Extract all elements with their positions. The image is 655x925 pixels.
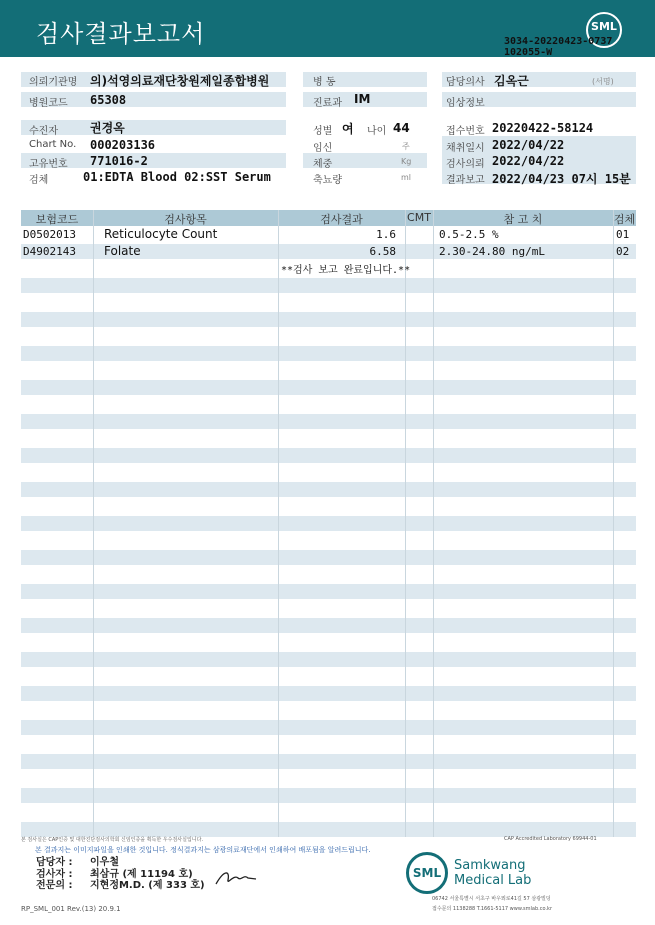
weight-unit: Kg — [401, 157, 412, 166]
image-print-notice: 본 결과지는 이미지파일을 인쇄한 것입니다. 정식결과지는 삼광의료재단에서 인쇄하여 배포됨을 알려드립니다. — [35, 846, 371, 854]
lab-contact: 접수문의 1138288 T.1661-5117 www.smlab.co.kr — [432, 906, 553, 912]
doctor-value: 김옥근 — [494, 74, 529, 88]
column-divider — [613, 210, 614, 837]
collect-label: 채취일시 — [446, 143, 485, 154]
request-label: 검사의뢰 — [446, 159, 485, 170]
urine-label: 축뇨량 — [313, 175, 342, 186]
department-value: IM — [354, 92, 371, 106]
department-label: 진료과 — [313, 98, 342, 109]
column-header-insurance-code: 보험코드 — [35, 213, 79, 226]
age-label: 나이 — [367, 126, 387, 137]
column-divider — [405, 210, 406, 837]
column-divider — [278, 210, 279, 837]
row-2-specimen: 02 — [616, 245, 630, 258]
table-row-stripe — [21, 686, 636, 701]
document-number-line-2: 102055-W — [504, 47, 553, 58]
doctor-sign-label: (서명) — [592, 77, 614, 86]
table-row-stripe — [21, 652, 636, 667]
institution-value: 의)석영의료재단창원제일종합병원 — [90, 74, 270, 88]
column-header-test-item: 검사항목 — [164, 213, 207, 226]
lab-name-line-2: Medical Lab — [454, 873, 532, 888]
specialist-value: 지현정M.D. (제 333 호) — [90, 880, 205, 891]
tester-label: 검사자 : — [36, 869, 73, 880]
chart-no-label: Chart No. — [29, 139, 77, 150]
pregnancy-label: 임신 — [313, 143, 333, 154]
table-row-stripe — [21, 754, 636, 769]
form-code: RP_SML_001 Rev.(13) 20.9.1 — [21, 905, 121, 913]
table-row-stripe — [21, 414, 636, 429]
receipt-value: 20220422-58124 — [492, 121, 594, 135]
samkwang-logo-text: SML — [412, 866, 442, 880]
patient-id-label: 고유번호 — [29, 159, 68, 170]
column-header-specimen: 검체 — [613, 213, 636, 226]
document-number-line-1: 3034-20220423-0737 — [504, 36, 613, 47]
column-divider — [433, 210, 434, 837]
column-header-cmt: CMT — [407, 211, 431, 224]
row-2-item: Folate — [104, 244, 141, 258]
table-row-stripe — [21, 584, 636, 599]
patient-name-value: 권경옥 — [90, 121, 125, 135]
table-row-stripe — [21, 312, 636, 327]
table-row-stripe — [21, 822, 636, 837]
signature-icon — [214, 866, 258, 888]
table-row-stripe — [21, 482, 636, 497]
cap-lab-number: CAP Accredited Laboratory 69944-01 — [504, 836, 597, 842]
report-complete-note: **검사 보고 완료입니다.** — [281, 265, 411, 276]
row-1-item: Reticulocyte Count — [104, 227, 218, 241]
urine-unit: ml — [401, 173, 412, 182]
lab-name-line-1: Samkwang — [454, 858, 526, 873]
chart-no-value: 000203136 — [90, 138, 156, 152]
table-row-stripe — [21, 618, 636, 633]
column-header-result: 검사결과 — [320, 213, 363, 226]
hospital-code-label: 병원코드 — [29, 98, 68, 109]
patient-id-value: 771016-2 — [90, 154, 148, 168]
row-1-reference: 0.5-2.5 % — [439, 228, 499, 241]
hospital-code-value: 65308 — [90, 93, 127, 107]
table-row-stripe — [21, 550, 636, 565]
weight-label: 체중 — [313, 159, 333, 170]
reporter-value: 이우철 — [90, 857, 119, 868]
age-value: 44 — [393, 121, 410, 135]
row-1-result: 1.6 — [376, 228, 396, 241]
table-row-stripe — [21, 346, 636, 361]
document-number — [504, 36, 612, 58]
table-row-stripe — [21, 788, 636, 803]
lab-address: 06742 서울특별시 서초구 바우뫼로41길 57 삼광빌딩 — [432, 896, 551, 902]
institution-label: 의뢰기관명 — [29, 77, 78, 88]
row-2-reference: 2.30-24.80 ng/mL — [439, 245, 545, 258]
cap-accreditation-note: 본 검사실은 CAP인증 및 대한진단검사의학회 신임인증을 획득한 우수검사실입니다. — [21, 837, 204, 843]
specimen-value: 01:EDTA Blood 02:SST Serum — [83, 170, 271, 184]
sex-label: 성별 — [313, 126, 333, 137]
column-header-reference: 참 고 치 — [503, 213, 543, 226]
table-row-stripe — [21, 516, 636, 531]
table-row-stripe — [21, 448, 636, 463]
specialist-label: 전문의 : — [36, 880, 73, 891]
page-title: 검사결과보고서 — [36, 20, 206, 48]
report-value: 2022/04/23 07시 15분 — [492, 172, 631, 186]
collect-value: 2022/04/22 — [492, 138, 565, 152]
doctor-label: 담당의사 — [446, 77, 485, 88]
table-row-stripe — [21, 720, 636, 735]
patient-name-bar — [21, 120, 286, 135]
ward-label: 병 동 — [313, 77, 336, 88]
reporter-label: 담당자 : — [36, 857, 73, 868]
pregnancy-unit: 주 — [402, 142, 410, 151]
specimen-label: 검체 — [29, 175, 49, 186]
clinical-info-label: 임상정보 — [446, 98, 485, 109]
table-row-stripe — [21, 380, 636, 395]
report-label: 결과보고 — [446, 175, 485, 186]
header-logo-text: SML — [591, 20, 617, 33]
receipt-label: 접수번호 — [446, 126, 485, 137]
column-divider — [93, 210, 94, 837]
sex-value: 여 — [342, 122, 354, 136]
row-2-result: 6.58 — [369, 245, 396, 258]
row-1-code: D0502013 — [23, 228, 76, 241]
patient-name-label: 수진자 — [29, 126, 58, 137]
table-row-stripe — [21, 278, 636, 293]
tester-value: 최삼규 (제 11194 호) — [90, 869, 193, 880]
row-1-specimen: 01 — [616, 228, 630, 241]
row-2-code: D4902143 — [23, 245, 76, 258]
request-value: 2022/04/22 — [492, 154, 565, 168]
